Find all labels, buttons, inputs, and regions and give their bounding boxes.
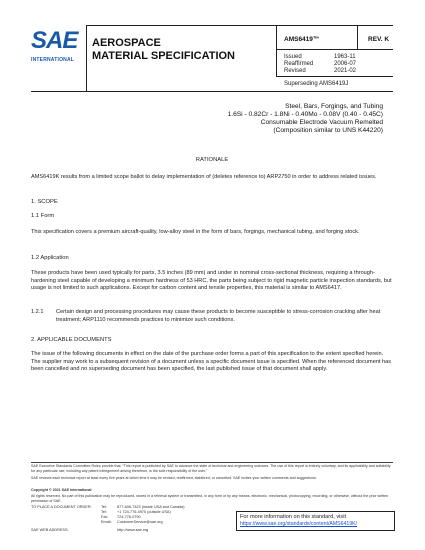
section-1-2-1-number: 1.2.1 [31,309,44,315]
header-row-rule [276,49,393,50]
header-top-rule [86,25,393,26]
web-address-link[interactable]: http://www.sae.org [117,528,149,532]
logo-subtext: INTERNATIONAL [31,57,75,63]
document-type-title [92,37,235,63]
logo-wordmark: SAE [31,27,78,54]
section-1-1-text: This specification covers a premium aircraft-quality, low-alloy steel in the form of bars, forgings, mechanical tubing, and forging stock. [31,229,360,235]
spec-title-line-3: Consumable Electrode Vacuum Remelted [260,119,383,126]
order-label: TO PLACE A DOCUMENT ORDER: [31,505,92,509]
email-value[interactable]: CustomerService@sae.org [117,520,163,524]
footer-rule [31,462,393,463]
rationale-text: AMS6419K results from a limited scope ballot to delay implementation of (deletes reference to) ARP2750 in order to address related issues. [31,174,377,180]
reaffirmed-label: Reaffirmed [284,61,314,67]
section-1-2-heading: 1.2 Application [31,255,69,261]
header-dates-rule [276,76,393,77]
more-info-text: For more information on this standard, visit [240,514,347,520]
revision-label: REV. K [368,36,390,43]
spec-title-line-2: 1.6Si - 0.82Cr - 1.8Ni - 0.40Mo - 0.08V (0.40 - 0.45C) [227,111,383,118]
sae-logo [31,25,83,73]
header-rev-rule [357,25,358,49]
specification-title [31,103,393,135]
section-1-2-text: These products have been used typically for parts, 3.5 inches (89 mm) and under in nominal cross-sectional thickness, requiring a through-hardening steel capable of developing a minimum hardness of 53 HRC, the parts being subject to rigid magnetic particle inspection standards, but usage is not limited to such applications. Except for carbon content and tensile properties, this material is similar to AMS6417. [31,270,392,291]
tel2-value: +1 724-776-4970 (outside USA) [117,510,171,514]
revised-date: 2021-02 [334,68,357,74]
revised-label: Revised [284,68,306,74]
section-1-2-1-text: Certain design and processing procedures may cause these products to become susceptible to stress-corrosion cracking after heat treatment; ARP1110 recommends practices to minimize such conditions. [56,309,381,323]
tel2-label: Tel: [101,510,107,514]
standard-url-link[interactable]: https://www.sae.org/standards/content/AMS6419K/ [240,521,358,527]
footer-rights-reserved: All rights reserved. No part of this publication may be reproduced, stored in a retrieval system or transmitted, in any form or by any means, electronic, mechanical, photocopying, recording, or otherwise, without the prior written permission of SAE. [31,494,389,503]
fax-value: 724-776-0790 [117,515,141,519]
issued-date: 1963-11 [334,54,356,60]
spec-title-line-4: (Composition similar to UNS K44220) [273,127,383,134]
spec-title-line-1: Steel, Bars, Forgings, and Tubing [285,103,383,110]
web-address-label: SAE WEB ADDRESS: [31,528,69,532]
header-bottom-rule [31,91,393,92]
section-2-heading: 2. APPLICABLE DOCUMENTS [31,337,112,343]
title-line-1: AEROSPACE [92,37,161,49]
section-1-heading: 1. SCOPE [31,199,58,205]
superseding-note: Superseding AMS6419J [284,81,349,87]
document-header [31,25,393,139]
footer-committee-rules: SAE Executive Standards Committee Rules provide that: "This report is published by SAE to advance the state of technical and engineering sciences. The use of this report is entirely voluntary, and its applicability and suitability for any particular use, including any patent infringement arising therefrom, is the sole responsibility of the user." [31,464,391,473]
more-info-box [236,511,395,531]
issued-label: Issued [284,54,302,60]
email-label: Email: [101,520,112,524]
tel1-label: Tel: [101,505,107,509]
tel1-value: 877-606-7323 (inside USA and Canada) [117,505,185,509]
footer-review-note: SAE reviews each technical report at least every five years at which time it may be revised, reaffirmed, stabilized, or cancelled. SAE invites your written comments and suggestions. [31,476,317,480]
footer-copyright: Copyright © 2021 SAE International [31,488,92,492]
section-1-1-heading: 1.1 Form [31,213,55,219]
section-2-text: The issue of the following documents in effect on the date of the purchase order forms a part of this specification to the extent specified herein. The supplier may work to a subsequent revision of a document unless a specific document issue is specified. When the referenced document has been cancelled and no superseding document has been specified, the last published issue of that document shall apply. [31,351,392,372]
reaffirmed-date: 2006-07 [334,61,357,67]
header-mid-rule [276,25,277,76]
rationale-heading: RATIONALE [195,157,229,163]
header-left-rule [86,25,87,91]
document-number: AMS6419™ [284,36,320,43]
title-line-2: MATERIAL SPECIFICATION [92,50,235,62]
fax-label: Fax: [101,515,109,519]
